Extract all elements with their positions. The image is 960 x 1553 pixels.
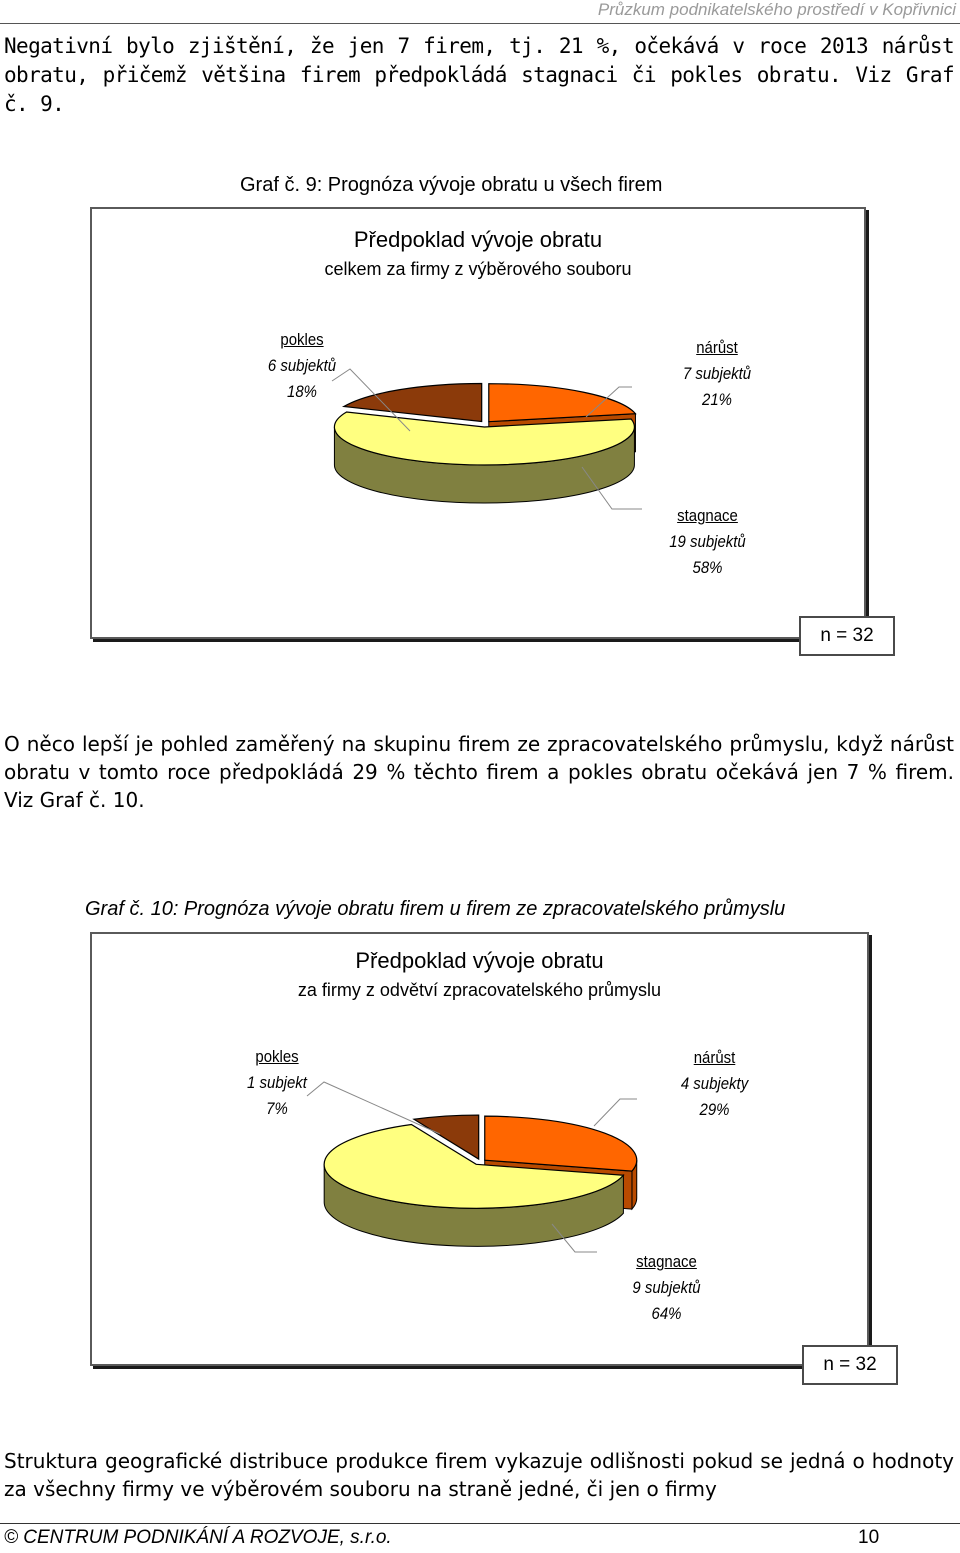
chart-2-subtitle: za firmy z odvětví zpracovatelského průmyslu — [297, 980, 662, 1000]
chart-2-label-stagnace: stagnace 9 subjektů 64% — [632, 1252, 701, 1323]
leader-line-1 — [594, 1099, 637, 1126]
chart-2-caption: Graf č. 10: Prognóza vývoje obratu firem u firem ze zpracovatelského průmyslu — [85, 898, 786, 920]
footer-rule — [0, 1523, 960, 1524]
chart-1-title: Předpoklad vývoje obratu — [353, 227, 603, 252]
chart-2-label-narust: nárůst 4 subjekty 29% — [680, 1048, 749, 1119]
paragraph-1: Negativní bylo zjištění, že jen 7 firem, tj. 21 %, očekává v roce 2013 nárůst obratu, přičemž většina firem předpokládá stagnaci či pokles obratu. Viz Graf č. 9. — [4, 34, 954, 116]
chart-2-pie — [92, 934, 867, 1364]
chart-2-n-label: n = 32 — [802, 1345, 898, 1385]
footer-company: © CENTRUM PODNIKÁNÍ A ROZVOJE, s.r.o. — [4, 1527, 392, 1548]
chart-1-label-narust: nárůst 7 subjektů 21% — [682, 338, 752, 409]
chart-1-label-stagnace: stagnace 19 subjektů 58% — [669, 506, 746, 577]
header-rule — [0, 23, 960, 24]
chart-1-label-pokles: pokles 6 subjektů 18% — [267, 330, 337, 401]
chart-1-subtitle: celkem za firmy z výběrového souboru — [324, 259, 632, 279]
paragraph-3: Struktura geografické distribuce produkce firem vykazuje odlišnosti pokud se jedná o hodnoty za všechny firmy ve výběrovém souboru na straně jedné, či jen o firmy — [4, 1449, 954, 1501]
page-number: 10 — [858, 1527, 880, 1548]
chart-2-label-pokles: pokles 1 subjekt 7% — [247, 1047, 307, 1118]
chart-2-title: Předpoklad vývoje obratu — [355, 948, 604, 973]
chart-1-frame — [90, 207, 866, 639]
chart-1-n-label: n = 32 — [799, 616, 895, 656]
running-header: Průzkum podnikatelského prostředí v Kopřivnici — [597, 0, 956, 19]
paragraph-2: O něco lepší je pohled zaměřený na skupinu firem ze zpracovatelského průmyslu, když nárůst obratu v tomto roce předpokládá 29 % těchto firem a pokles obratu očekává jen 7 % firem. Viz Graf č. 10. — [4, 732, 954, 812]
chart-2-frame — [90, 932, 869, 1366]
chart-1-caption: Graf č. 9: Prognóza vývoje obratu u všech firem — [240, 174, 663, 196]
